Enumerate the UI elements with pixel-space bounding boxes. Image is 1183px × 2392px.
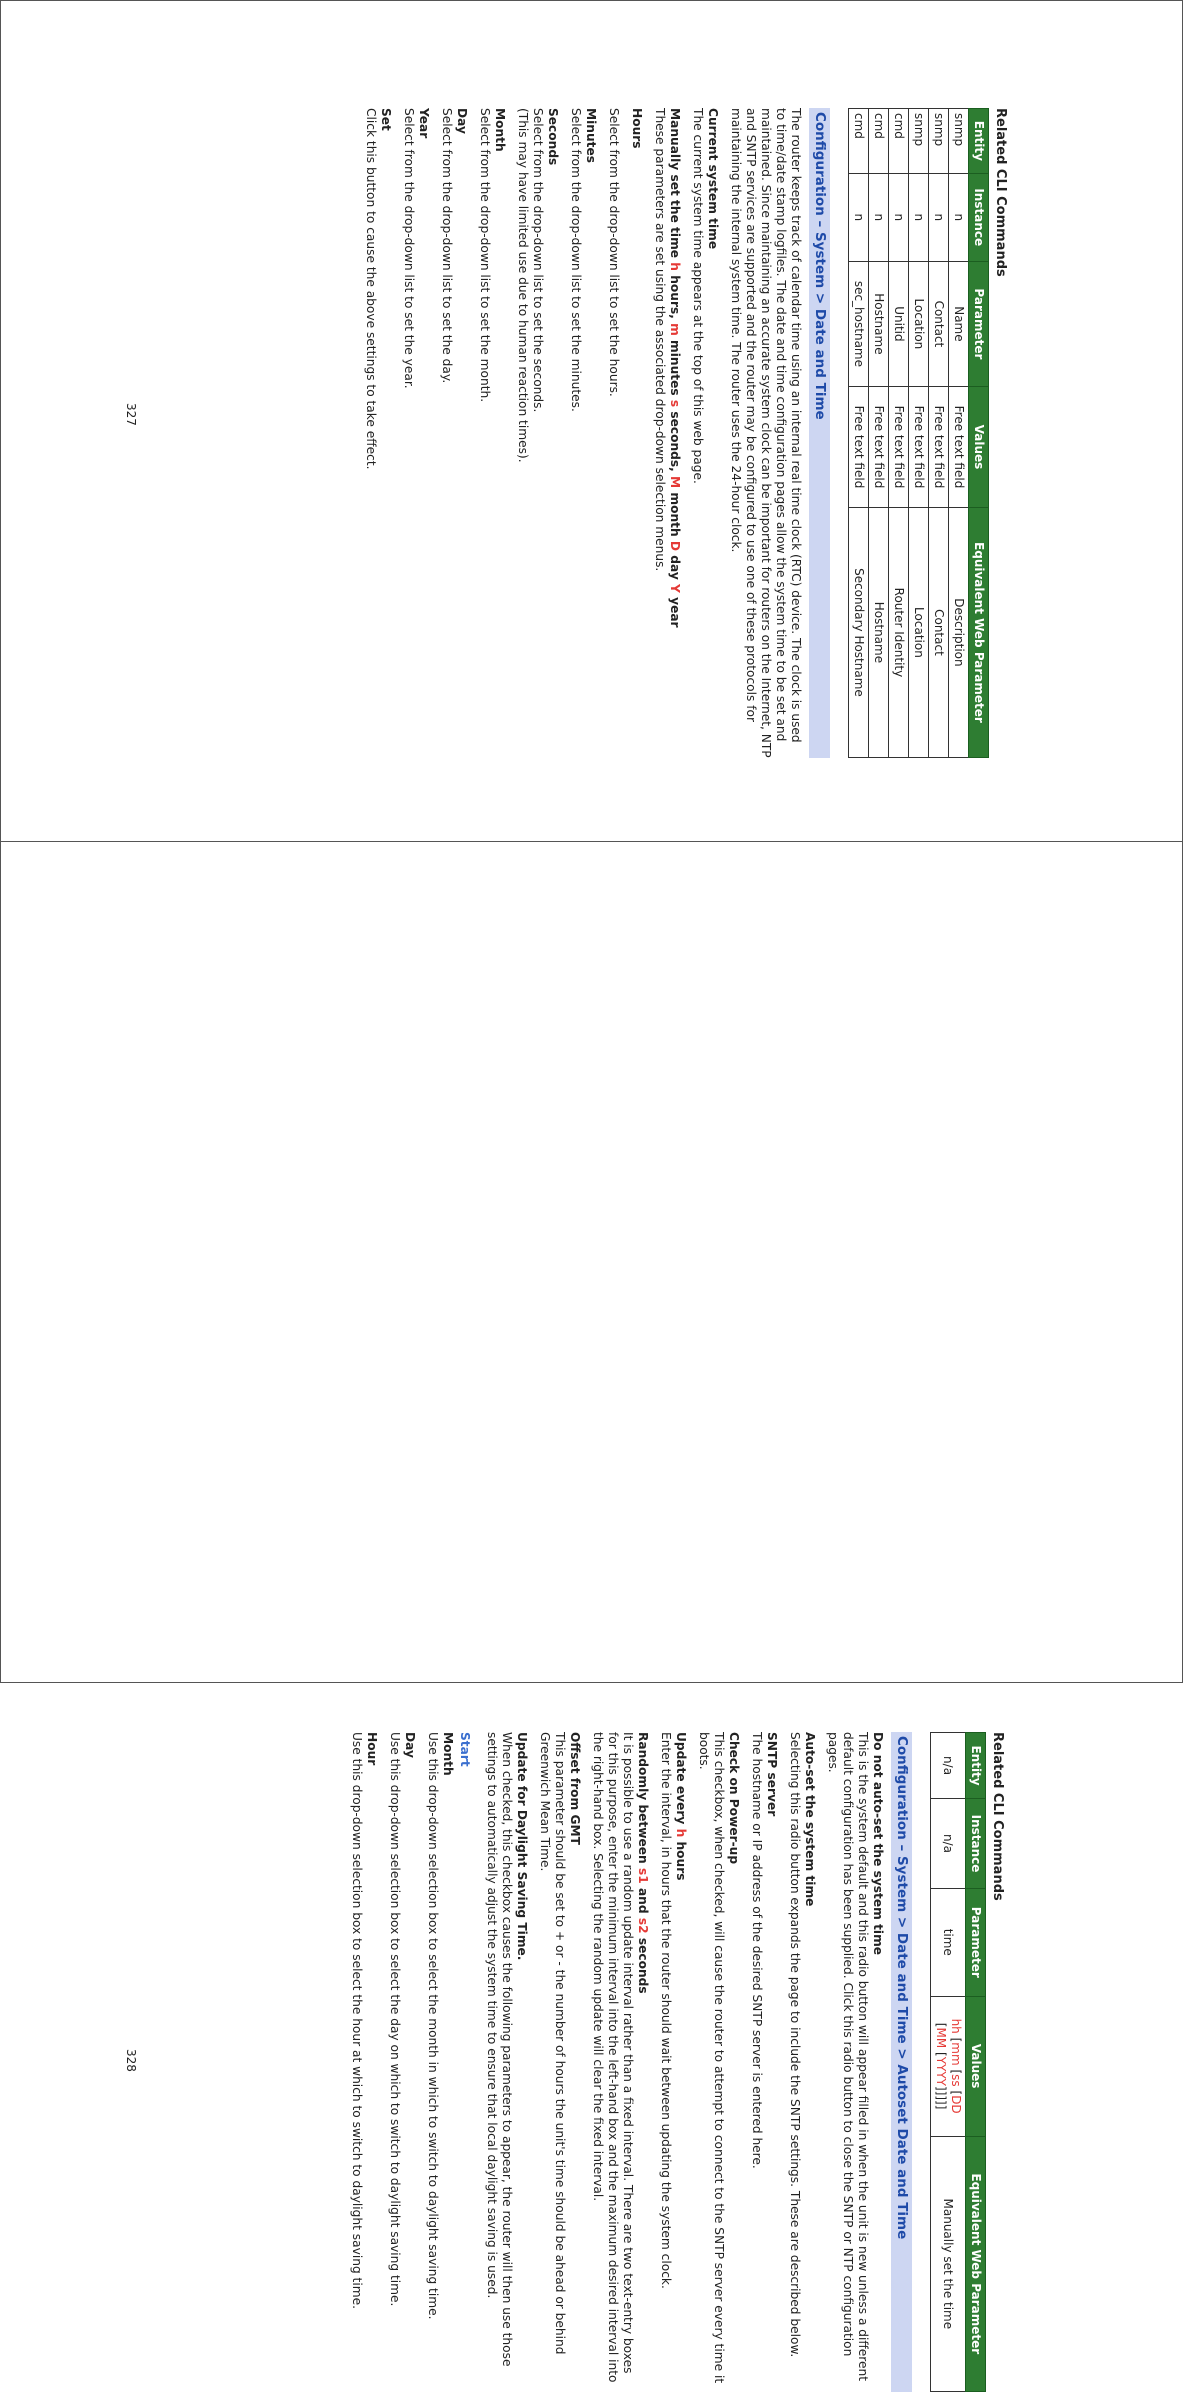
- cell-values: [931, 1996, 966, 2136]
- cell-web-parameter: Secondary Hostname: [849, 507, 869, 757]
- hours-desc: Select from the drop-down list to set the hours.: [607, 108, 621, 397]
- manual-s: s: [668, 399, 682, 408]
- value-month: MM: [934, 2027, 948, 2049]
- no-autoset-term: Do not auto-set the system time: [871, 1732, 885, 1956]
- cell-parameter: Location: [909, 261, 929, 386]
- cell-web-parameter: Router Identity: [889, 507, 909, 757]
- value-month-bracket: [: [934, 2022, 948, 2028]
- cell-instance: n: [889, 173, 909, 261]
- cell-instance: n/a: [931, 1799, 966, 1889]
- value-year-bracket: [: [934, 2048, 948, 2057]
- minutes-desc: Select from the drop-down list to set the minutes.: [569, 108, 583, 412]
- randomly-text-1: Randomly between: [636, 1732, 650, 1868]
- header-instance: Instance: [969, 173, 989, 261]
- daylight-saving-term: Update for Daylight Saving Time.: [515, 1732, 529, 1961]
- cell-instance: n: [869, 173, 889, 261]
- month-term: Month: [493, 108, 507, 152]
- intro-paragraph: The router keeps track of calendar time using an internal real time clock (RTC) device. The clock is used to time/date stamp logfiles. The date and time configuration pages allow the system time to be set and maintained. Since maintaining an accurate system clock can be important for routers on the Internet, NTP and SNTP services are supported and the router may be configured to use one of these protocols for maintaining the internal system time. The router uses the 24-hour clock.: [729, 108, 803, 758]
- cell-values: Free text field: [869, 387, 889, 508]
- header-web-parameter: Equivalent Web Parameter: [966, 2136, 986, 2391]
- cell-entity: cmd: [869, 109, 889, 174]
- page-328-content: [341, 1732, 1005, 2392]
- randomly-s1: s1: [636, 1867, 650, 1884]
- section-title-autoset: Configuration – System > Date and Time > Autoset Date and Time: [891, 1732, 912, 2392]
- hours-term: Hours: [630, 108, 644, 149]
- manual-desc: These parameters are set using the associated drop-down selection menus.: [653, 108, 667, 572]
- header-entity: Entity: [966, 1733, 986, 1799]
- update-every-term: [673, 1732, 688, 2392]
- cell-parameter: Hostname: [869, 261, 889, 386]
- manual-text-7: year: [668, 592, 682, 628]
- value-dd-bracket: [: [949, 2086, 963, 2096]
- table-row: [949, 109, 969, 758]
- update-every-desc: Enter the interval, in hours that the router should wait between updating the system clock.: [659, 1732, 673, 2289]
- set-desc: Click this button to cause the above settings to take effect.: [364, 108, 378, 470]
- cell-values: Free text field: [849, 387, 869, 508]
- cell-web-parameter: Contact: [929, 507, 949, 757]
- value-ss: ss: [949, 2074, 963, 2087]
- cell-parameter: Name: [949, 261, 969, 386]
- manual-year-letter: Y: [668, 584, 682, 593]
- cell-instance: n: [929, 173, 949, 261]
- seconds-desc: Select from the drop-down list to set the seconds.: [531, 108, 545, 413]
- value-mm: mm: [949, 2042, 963, 2066]
- value-hh: hh: [949, 2018, 963, 2034]
- start-day-term: Day: [403, 1732, 417, 1758]
- start-month-desc: Use this drop-down selection box to select the month in which to switch to daylight saving time.: [426, 1732, 440, 2320]
- cell-entity: cmd: [889, 109, 909, 174]
- manual-text-2: hours,: [668, 270, 682, 324]
- page-number: 327: [124, 403, 138, 426]
- cell-web-parameter: Location: [909, 507, 929, 757]
- page-number: 328: [124, 2049, 138, 2072]
- cell-web-parameter: Description: [949, 507, 969, 757]
- manual-text-3: minutes: [668, 335, 682, 400]
- table-row: [869, 109, 889, 758]
- update-every-text-1: Update every: [674, 1732, 688, 1829]
- start-month-term: Month: [441, 1732, 455, 1776]
- manual-set-term: [667, 108, 682, 758]
- start-hour-term: Hour: [365, 1732, 379, 1766]
- cli-commands-title: Related CLI Commands: [990, 1732, 1005, 1901]
- year-term: Year: [417, 108, 431, 139]
- manual-m: m: [668, 323, 682, 336]
- cell-instance: n: [909, 173, 929, 261]
- header-parameter: Parameter: [969, 261, 989, 386]
- header-web-parameter: Equivalent Web Parameter: [969, 507, 989, 757]
- day-term: Day: [455, 108, 469, 134]
- check-power-up-term: Check on Power-up: [727, 1732, 741, 1865]
- manual-text-6: day: [668, 551, 682, 585]
- sntp-server-term: SNTP server: [765, 1732, 779, 1817]
- cell-parameter: Unitid: [889, 261, 909, 386]
- offset-gmt-term: Offset from GMT: [568, 1732, 582, 1845]
- cell-parameter: Contact: [929, 261, 949, 386]
- current-time-term: Current system time: [706, 108, 720, 250]
- cell-parameter: time: [931, 1888, 966, 1996]
- cli-commands-table: [848, 108, 989, 758]
- autoset-desc: Selecting this radio button expands the page to include the SNTP settings. These are described below.: [788, 1732, 802, 2358]
- header-values: Values: [969, 387, 989, 508]
- update-every-text-2: hours: [674, 1837, 688, 1881]
- page-327: [0, 0, 1183, 841]
- header-entity: Entity: [969, 109, 989, 174]
- cli-commands-table: [930, 1732, 986, 2392]
- set-term: Set: [379, 108, 393, 131]
- cell-parameter: sec_hostname: [849, 261, 869, 386]
- table-row: [909, 109, 929, 758]
- cell-entity: n/a: [931, 1733, 966, 1799]
- start-day-desc: Use this drop-down selection box to select the day on which to switch to daylight saving time.: [388, 1732, 402, 2307]
- randomly-term: [635, 1732, 650, 2392]
- offset-gmt-desc: This parameter should be set to + or - the number of hours the unit's time should be ahead or behind Greenwich Mean Time.: [538, 1732, 567, 2355]
- manual-h: h: [668, 262, 682, 271]
- table-header-row: [966, 1733, 986, 2392]
- current-time-desc: The current system time appears at the top of this web page.: [691, 108, 705, 484]
- section-title-date-time: Configuration – System > Date and Time: [809, 108, 830, 758]
- cell-instance: n: [949, 173, 969, 261]
- daylight-saving-desc: When checked, this checkbox causes the following parameters to appear, the router will then use those settings to automatically adjust the system time to ensure that local daylight saving is used.: [485, 1732, 514, 2367]
- cli-commands-title: Related CLI Commands: [993, 108, 1008, 277]
- cell-values: Free text field: [909, 387, 929, 508]
- minutes-term: Minutes: [584, 108, 598, 164]
- manual-day-letter: D: [668, 540, 682, 552]
- header-instance: Instance: [966, 1799, 986, 1889]
- manual-text-1: Manually set the time: [668, 108, 682, 263]
- value-closing: ]]]]]: [934, 2086, 948, 2110]
- page-327-content: [355, 108, 1008, 758]
- cell-entity: snmp: [929, 109, 949, 174]
- table-row: [929, 109, 949, 758]
- seconds-desc-note: (This may have limited use due to human reaction times).: [516, 108, 530, 463]
- day-desc: Select from the drop-down list to set the day.: [440, 108, 454, 384]
- cell-instance: n: [849, 173, 869, 261]
- table-row: [849, 109, 869, 758]
- cell-values: Free text field: [889, 387, 909, 508]
- check-power-up-desc: This checkbox, when checked, will cause the router to attempt to connect to the SNTP server every time it boots.: [697, 1732, 726, 2384]
- value-ss-bracket: [: [949, 2065, 963, 2075]
- year-desc: Select from the drop-down list to set the year.: [402, 108, 416, 389]
- manual-text-4: seconds,: [668, 407, 682, 477]
- table-row: [931, 1733, 966, 2392]
- value-mm-bracket: [: [949, 2033, 963, 2043]
- autoset-term: Auto-set the system time: [803, 1732, 817, 1907]
- no-autoset-desc: This is the system default and this radio button will appear filled in when the unit is new unless a different default configuration has been supplied. Click this radio button to close the SNTP or NTP configuration pages.: [826, 1732, 870, 2382]
- cell-web-parameter: Manually set the time: [931, 2136, 966, 2391]
- page-328: [0, 841, 1183, 2384]
- cell-entity: snmp: [909, 109, 929, 174]
- randomly-desc: It is possible to use a random update interval rather than a fixed interval. There are two text-entry boxes for this purpose, enter the minimum interval into the left-hand box and the maximum desired interval into the right-hand box. Selecting the random update will clear the fixed interval.: [591, 1732, 635, 2383]
- cell-values: Free text field: [949, 387, 969, 508]
- table-row: [889, 109, 909, 758]
- value-year: YYYY: [934, 2056, 948, 2087]
- month-desc: Select from the drop-down list to set the month.: [478, 108, 492, 403]
- randomly-s2: s2: [636, 1917, 650, 1934]
- start-hour-desc: Use this drop-down selection box to select the hour at which to switch to daylight saving time.: [350, 1732, 364, 2309]
- cell-values: Free text field: [929, 387, 949, 508]
- cell-entity: snmp: [949, 109, 969, 174]
- table-header-row: [969, 109, 989, 758]
- cell-entity: cmd: [849, 109, 869, 174]
- start-title: Start: [458, 1732, 472, 1767]
- randomly-text-3: seconds: [636, 1933, 650, 1994]
- update-every-h: h: [674, 1828, 688, 1838]
- header-parameter: Parameter: [966, 1888, 986, 1996]
- manual-text-5: month: [668, 488, 682, 541]
- cell-web-parameter: Hostname: [869, 507, 889, 757]
- randomly-text-2: and: [636, 1883, 650, 1918]
- sntp-server-desc: The hostname or IP address of the desired SNTP server is entered here.: [750, 1732, 764, 2169]
- manual-month-letter: M: [668, 476, 682, 489]
- value-dd: DD: [949, 2095, 963, 2114]
- seconds-term: Seconds: [546, 108, 560, 166]
- header-values: Values: [966, 1996, 986, 2136]
